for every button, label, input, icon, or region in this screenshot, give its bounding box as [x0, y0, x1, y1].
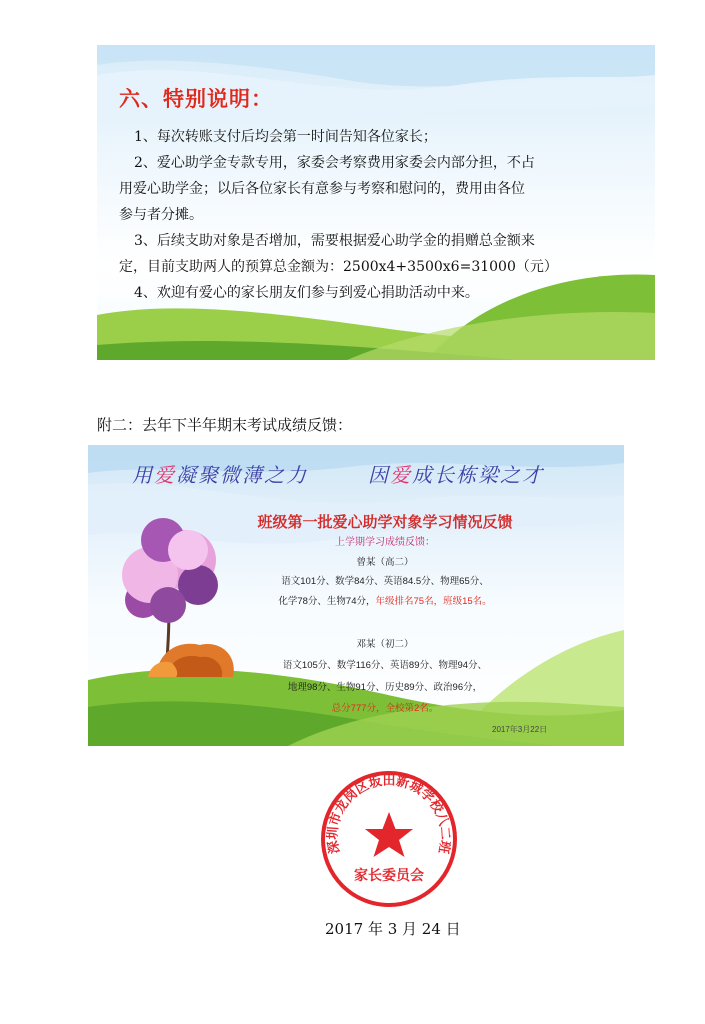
tree-illustration — [122, 518, 234, 677]
student1-ranking: 年级排名75名，班级15名。 — [375, 596, 492, 607]
special-notes-list — [119, 124, 641, 306]
slogan-highlight: 爱 — [154, 463, 176, 487]
student1-name: 曾某（高二） — [356, 557, 414, 568]
note-line: 用爱心助学金；以后各位家长有意参与考察和慰问的，费用由各位 — [119, 181, 525, 197]
note-line: 4、欢迎有爱心的家长朋友们参与到爱心捐助活动中来。 — [134, 285, 479, 301]
feedback-subtitle: 上学期学习成绩反馈： — [335, 537, 435, 548]
section-heading: 附二：去年下半年期末考试成绩反馈： — [97, 416, 353, 434]
special-notes-title: 六、特别说明： — [119, 87, 273, 111]
student2-scores-line1: 语文105分、数学116分、英语89分、物理94分、 — [282, 660, 488, 671]
student1-scores-line1: 语文101分、数学84分、英语84.5分、物理65分、 — [281, 576, 489, 587]
student1-scores-line2 — [240, 595, 530, 609]
student2-scores-line2: 地理98分、生物91分、历史89分、政治96分， — [287, 682, 483, 693]
feedback-card — [88, 445, 624, 746]
student2-name: 邓某（初二） — [356, 639, 414, 650]
feedback-date: 2017年3月22日 — [492, 725, 548, 734]
slogan-highlight: 爱 — [390, 463, 412, 487]
slogan-text: 凝聚微薄之力 — [176, 463, 308, 487]
official-seal — [318, 768, 460, 910]
special-notes-card — [97, 45, 655, 360]
slogan-text: 成长栋梁之才 — [412, 463, 544, 487]
note-line: 3、后续支助对象是否增加，需要根据爱心助学金的捐赠总金额来 — [134, 233, 535, 249]
slogan-left — [132, 459, 308, 488]
slogan-text: 因 — [368, 463, 390, 487]
note-line: 1、每次转账支付后均会第一时间告知各位家长； — [134, 129, 437, 145]
feedback-title: 班级第一批爱心助学对象学习情况反馈 — [257, 514, 513, 531]
note-line: 定，目前支助两人的预算总金额为：2500x4+3500x6=31000（元） — [119, 259, 558, 275]
seal-bottom-text: 家长委员会 — [354, 868, 424, 884]
slogan-right — [368, 459, 544, 488]
note-line: 2、爱心助学金专款专用，家委会考察费用家委会内部分担，不占 — [134, 155, 535, 171]
student2-ranking: 总分777分，全校第2名。 — [331, 703, 439, 714]
student1-scores-text: 化学78分、生物74分， — [278, 596, 376, 607]
signature-date: 2017 年 3 月 24 日 — [325, 920, 461, 938]
note-line: 参与者分摊。 — [119, 207, 203, 223]
seal-ring-text: 深圳市龙岗区坂田新城学校八二班 — [325, 773, 453, 855]
slogan-text: 用 — [132, 463, 154, 487]
star-icon — [365, 812, 413, 857]
